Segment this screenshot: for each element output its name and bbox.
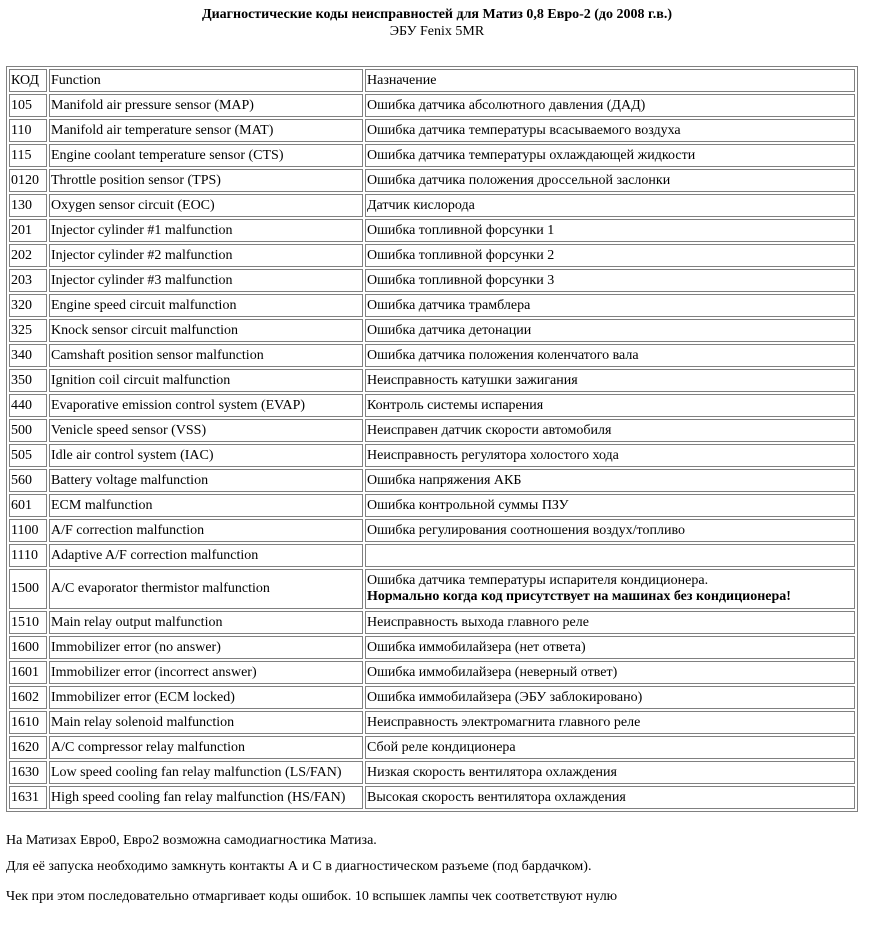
function-cell: Immobilizer error (ECM locked) <box>49 686 363 709</box>
code-cell: 440 <box>9 394 47 417</box>
code-cell: 1601 <box>9 661 47 684</box>
table-row <box>9 419 855 442</box>
table-row <box>9 294 855 317</box>
function-cell: Oxygen sensor circuit (EOC) <box>49 194 363 217</box>
meaning-cell: Ошибка топливной форсунки 1 <box>365 219 855 242</box>
meaning-cell: Ошибка датчика трамблера <box>365 294 855 317</box>
table-row <box>9 319 855 342</box>
table-row <box>9 519 855 542</box>
code-cell: 340 <box>9 344 47 367</box>
table-row <box>9 736 855 759</box>
code-cell: 325 <box>9 319 47 342</box>
note-line-1: На Матизах Евро0, Евро2 возможна самодиагностика Матиза. <box>6 833 377 848</box>
table-row <box>9 444 855 467</box>
function-cell: Knock sensor circuit malfunction <box>49 319 363 342</box>
code-cell: 1600 <box>9 636 47 659</box>
code-cell: 1630 <box>9 761 47 784</box>
function-cell: Adaptive A/F correction malfunction <box>49 544 363 567</box>
page-title: Диагностические коды неисправностей для Матиз 0,8 Евро-2 (до 2008 г.в.) <box>201 7 673 22</box>
function-cell: Manifold air pressure sensor (MAP) <box>49 94 363 117</box>
function-cell: Idle air control system (IAC) <box>49 444 363 467</box>
table-row <box>9 611 855 634</box>
table-row <box>9 169 855 192</box>
meaning-cell: Высокая скорость вентилятора охлаждения <box>365 786 855 809</box>
code-cell: 203 <box>9 269 47 292</box>
table-row <box>9 194 855 217</box>
function-cell: ECM malfunction <box>49 494 363 517</box>
table-row <box>9 144 855 167</box>
function-cell: Ignition coil circuit malfunction <box>49 369 363 392</box>
table-row <box>9 494 855 517</box>
code-cell: 110 <box>9 119 47 142</box>
code-cell: 1110 <box>9 544 47 567</box>
code-cell: 1510 <box>9 611 47 634</box>
table-row <box>9 269 855 292</box>
function-cell: Engine coolant temperature sensor (CTS) <box>49 144 363 167</box>
function-cell: Throttle position sensor (TPS) <box>49 169 363 192</box>
table-header-row <box>9 69 855 92</box>
code-cell: 505 <box>9 444 47 467</box>
error-codes-table <box>6 66 858 812</box>
code-cell: 1631 <box>9 786 47 809</box>
meaning-cell: Неисправность катушки зажигания <box>365 369 855 392</box>
meaning-note: Нормально когда код присутствует на машинах без кондиционера! <box>367 589 791 604</box>
meaning-cell: Ошибка иммобилайзера (нет ответа) <box>365 636 855 659</box>
table-row <box>9 94 855 117</box>
meaning-cell: Датчик кислорода <box>365 194 855 217</box>
function-cell: A/F correction malfunction <box>49 519 363 542</box>
meaning-text: Ошибка датчика температуры испарителя кондиционера. <box>367 573 709 588</box>
meaning-cell: Низкая скорость вентилятора охлаждения <box>365 761 855 784</box>
function-cell: Low speed cooling fan relay malfunction (LS/FAN) <box>49 761 363 784</box>
meaning-cell <box>365 544 855 567</box>
meaning-cell: Ошибка топливной форсунки 2 <box>365 244 855 267</box>
code-cell: 201 <box>9 219 47 242</box>
function-cell: Engine speed circuit malfunction <box>49 294 363 317</box>
table-row <box>9 219 855 242</box>
function-cell: Evaporative emission control system (EVAP) <box>49 394 363 417</box>
error-codes-table-body <box>9 69 855 809</box>
table-row <box>9 394 855 417</box>
function-cell: Venicle speed sensor (VSS) <box>49 419 363 442</box>
table-row <box>9 544 855 567</box>
code-cell: 560 <box>9 469 47 492</box>
meaning-cell: Ошибка датчика абсолютного давления (ДАД) <box>365 94 855 117</box>
table-row <box>9 786 855 809</box>
meaning-cell: Ошибка напряжения АКБ <box>365 469 855 492</box>
header-code: КОД <box>9 69 47 92</box>
function-cell: Manifold air temperature sensor (MAT) <box>49 119 363 142</box>
function-cell: Injector cylinder #1 malfunction <box>49 219 363 242</box>
meaning-cell: Ошибка контрольной суммы ПЗУ <box>365 494 855 517</box>
table-row <box>9 369 855 392</box>
code-cell: 202 <box>9 244 47 267</box>
code-cell: 500 <box>9 419 47 442</box>
function-cell: Injector cylinder #2 malfunction <box>49 244 363 267</box>
code-cell: 0120 <box>9 169 47 192</box>
table-row <box>9 469 855 492</box>
meaning-cell: Неисправность регулятора холостого хода <box>365 444 855 467</box>
code-cell: 1620 <box>9 736 47 759</box>
meaning-cell: Ошибка датчика положения коленчатого вала <box>365 344 855 367</box>
code-cell: 1610 <box>9 711 47 734</box>
function-cell: Immobilizer error (incorrect answer) <box>49 661 363 684</box>
code-cell: 1500 <box>9 569 47 609</box>
meaning-cell: Ошибка топливной форсунки 3 <box>365 269 855 292</box>
function-cell: A/C evaporator thermistor malfunction <box>49 569 363 609</box>
function-cell: Battery voltage malfunction <box>49 469 363 492</box>
code-cell: 115 <box>9 144 47 167</box>
table-row <box>9 636 855 659</box>
meaning-cell: Неисправен датчик скорости автомобиля <box>365 419 855 442</box>
table-row <box>9 569 855 609</box>
function-cell: High speed cooling fan relay malfunction (HS/FAN) <box>49 786 363 809</box>
function-cell: Main relay output malfunction <box>49 611 363 634</box>
header-meaning: Назначение <box>365 69 855 92</box>
header-function: Function <box>49 69 363 92</box>
code-cell: 601 <box>9 494 47 517</box>
function-cell: Injector cylinder #3 malfunction <box>49 269 363 292</box>
meaning-cell: Сбой реле кондиционера <box>365 736 855 759</box>
page-subtitle: ЭБУ Fenix 5MR <box>389 24 485 39</box>
meaning-cell: Ошибка иммобилайзера (ЭБУ заблокировано) <box>365 686 855 709</box>
code-cell: 320 <box>9 294 47 317</box>
code-cell: 105 <box>9 94 47 117</box>
meaning-cell: Ошибка датчика положения дроссельной заслонки <box>365 169 855 192</box>
note-line-2: Для её запуска необходимо замкнуть контакты А и С в диагностическом разъеме (под бардачком). <box>6 859 592 874</box>
meaning-cell: Неисправность выхода главного реле <box>365 611 855 634</box>
table-row <box>9 761 855 784</box>
code-cell: 350 <box>9 369 47 392</box>
note-line-3: Чек при этом последовательно отмаргивает коды ошибок. 10 вспышек лампы чек соответствуют нулю <box>6 889 618 904</box>
meaning-cell: Ошибка датчика температуры всасываемого воздуха <box>365 119 855 142</box>
table-row <box>9 661 855 684</box>
table-row <box>9 686 855 709</box>
table-row <box>9 244 855 267</box>
function-cell: A/C compressor relay malfunction <box>49 736 363 759</box>
meaning-cell <box>365 569 855 609</box>
code-cell: 1602 <box>9 686 47 709</box>
meaning-cell: Ошибка иммобилайзера (неверный ответ) <box>365 661 855 684</box>
meaning-cell: Ошибка датчика температуры охлаждающей жидкости <box>365 144 855 167</box>
code-cell: 1100 <box>9 519 47 542</box>
meaning-cell: Контроль системы испарения <box>365 394 855 417</box>
meaning-cell: Неисправность электромагнита главного реле <box>365 711 855 734</box>
table-row <box>9 711 855 734</box>
table-row <box>9 119 855 142</box>
table-row <box>9 344 855 367</box>
meaning-cell: Ошибка регулирования соотношения воздух/топливо <box>365 519 855 542</box>
function-cell: Main relay solenoid malfunction <box>49 711 363 734</box>
function-cell: Camshaft position sensor malfunction <box>49 344 363 367</box>
function-cell: Immobilizer error (no answer) <box>49 636 363 659</box>
meaning-cell: Ошибка датчика детонации <box>365 319 855 342</box>
code-cell: 130 <box>9 194 47 217</box>
